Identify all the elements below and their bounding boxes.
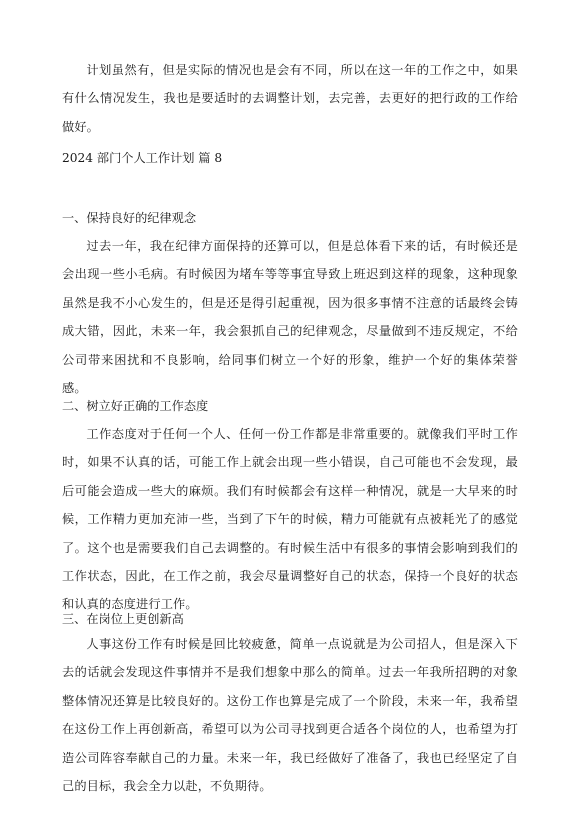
intro-paragraph: 计划虽然有，但是实际的情况也是会有不同，所以在这一年的工作之中，如果有什么情况发生，我也是要适时的去调整计划，去完善，去更好的把行政的工作给做好。 bbox=[62, 63, 518, 134]
section-heading-2: 二、树立好正确的工作态度 bbox=[62, 399, 209, 413]
section-body-2: 工作态度对于任何一个人、任何一份工作都是非常重要的。就像我们平时工作时，如果不认真的话，可能工作上就会出现一些小错误，自己可能也不会发现，最后可能会造成一些大的麻烦。我们有时候都会有这样一种情况，就是一大早来的时候，工作精力更加充沛一些，当到了下午的时候，精力可能就有点被耗光了的感觉了。这个也是需要我们自己去调整的。有时候生活中有很多的事情会影响到我们的工作状态，因此，在工作之前，我会尽量调整好自己的状态，保持一个良好的状态和认真的态度进行工作。 bbox=[62, 427, 518, 612]
section-body-1: 过去一年，我在纪律方面保持的还算可以，但是总体看下来的话，有时候还是会出现一些小毛病。有时候因为堵车等等事宜导致上班迟到这样的现象，这种现象虽然是我不小心发生的，但是还是得引起重视，因为很多事情不注意的话最终会铸成大错，因此，未来一年，我会狠抓自己的纪律观念，尽量做到不违反规定，不给公司带来困扰和不良影响，给同事们树立一个好的形象，维护一个好的集体荣誉感。 bbox=[62, 239, 518, 396]
section-title: 2024 部门个人工作计划 篇 8 bbox=[62, 151, 223, 165]
section-body-3: 人事这份工作有时候是回比较疲惫，简单一点说就是为公司招人，但是深入下去的话就会发现这件事情并不是我们想象中那么的简单。过去一年我所招聘的对象整体情况还算是比较良好的。这份工作也算是完成了一个阶段，未来一年，我希望在这份工作上再创新高，希望可以为公司寻找到更合适各个岗位的人，也希望为打造公司阵容奉献自己的力量。未来一年，我已经做好了准备了，我也已经坚定了自己的目标，我会全力以赴，不负期待。 bbox=[62, 637, 518, 794]
section-heading-3: 三、在岗位上更创新高 bbox=[62, 612, 184, 626]
section-heading-1: 一、保持良好的纪律观念 bbox=[62, 211, 197, 225]
